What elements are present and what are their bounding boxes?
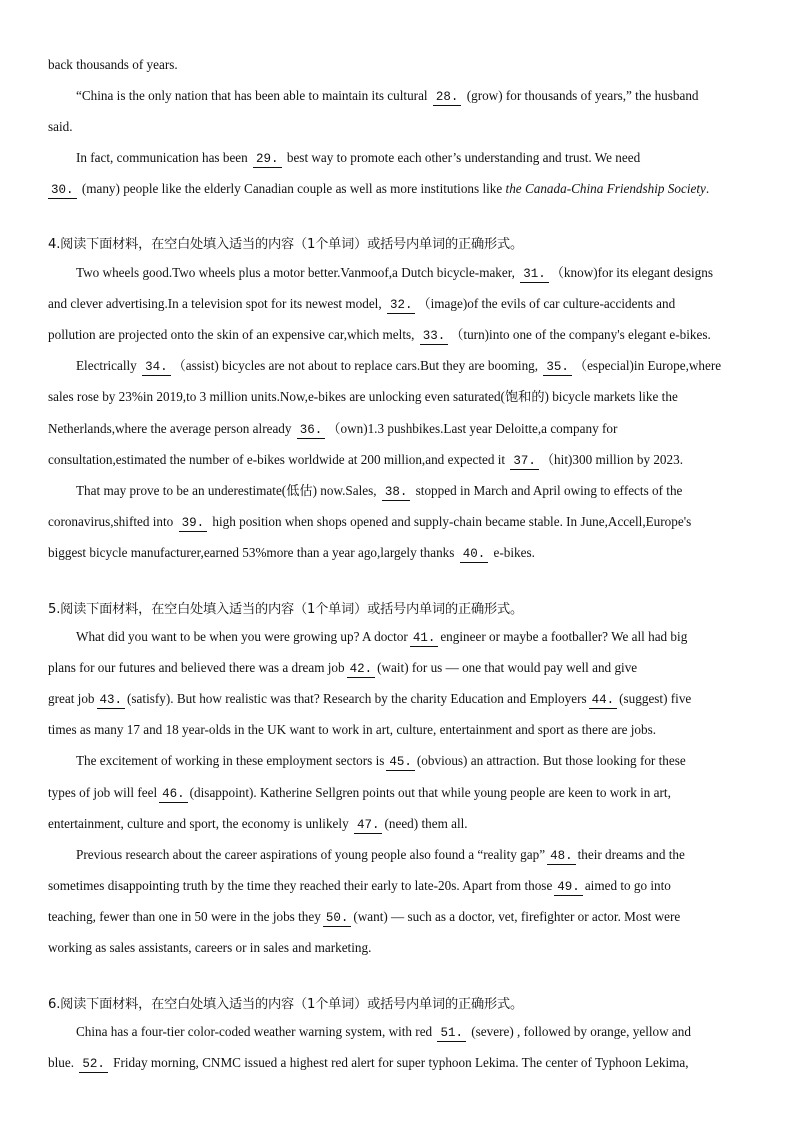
text-line: Previous research about the career aspirations of young people also found a “reality gap” 48. their dreams and the (76, 847, 685, 863)
blank-41[interactable]: 41. (410, 630, 439, 647)
text-line: pollution are projected onto the skin of an expensive car,which melts, 33. （turn)into one of the company's elegant e-bikes. (48, 327, 711, 343)
blank-47[interactable]: 47. (354, 817, 383, 834)
text-line: The excitement of working in these employment sectors is 45. (obvious) an attraction. But those looking for these (76, 753, 686, 769)
text-line: great job 43. (satisfy). But how realistic was that? Research by the charity Education and Employers 44. (suggest) five (48, 691, 692, 707)
text-line: said. (48, 119, 73, 134)
blank-34[interactable]: 34. (142, 359, 171, 376)
blank-51[interactable]: 51. (437, 1025, 466, 1042)
blank-33[interactable]: 33. (420, 328, 449, 345)
blank-37[interactable]: 37. (510, 453, 539, 470)
section-heading: 5.阅读下面材料，在空白处填入适当的内容（1个单词）或括号内单词的正确形式。 (48, 602, 523, 617)
blank-29[interactable]: 29. (253, 151, 282, 168)
text-line: That may prove to be an underestimate(低估) now.Sales, 38. stopped in March and April owing to effects of the (76, 483, 683, 499)
text-line: “China is the only nation that has been able to maintain its cultural 28. (grow) for thousands of years,” the husband (76, 88, 699, 104)
text-line: working as sales assistants, careers or in sales and marketing. (48, 940, 372, 955)
text-line: types of job will feel 46. (disappoint). Katherine Sellgren points out that while young people are keen to work in art, (48, 785, 671, 801)
text-line: blue. 52. Friday morning, CNMC issued a highest red alert for super typhoon Lekima. The center of Typhoon Lekima, (48, 1055, 689, 1071)
blank-40[interactable]: 40. (460, 546, 489, 563)
blank-39[interactable]: 39. (179, 515, 208, 532)
blank-43[interactable]: 43. (97, 692, 126, 709)
blank-36[interactable]: 36. (297, 422, 326, 439)
text-line: times as many 17 and 18 year-olds in the UK want to work in art, culture, entertainment and sport as there are jobs. (48, 722, 657, 737)
blank-35[interactable]: 35. (543, 359, 572, 376)
text-line: coronavirus,shifted into 39. high position when shops opened and supply-chain became stable. In June,Accell,Europe's (48, 514, 692, 530)
text-line: back thousands of years. (48, 57, 178, 72)
blank-49[interactable]: 49. (554, 879, 583, 896)
blank-48[interactable]: 48. (547, 848, 576, 865)
text-line: Two wheels good.Two wheels plus a motor better.Vanmoof,a Dutch bicycle-maker, 31. （know)for its elegant designs (76, 265, 713, 281)
blank-44[interactable]: 44. (589, 692, 618, 709)
text-line: consultation,estimated the number of e-bikes worldwide at 200 million,and expected it 37. （hit)300 million by 2023. (48, 452, 684, 468)
text-line: entertainment, culture and sport, the economy is unlikely 47. (need) them all. (48, 816, 468, 832)
text-line: and clever advertising.In a television spot for its newest model, 32. （image)of the evils of car culture-accidents and (48, 296, 676, 312)
text-line: biggest bicycle manufacturer,earned 53%more than a year ago,largely thanks 40. e-bikes. (48, 545, 535, 561)
section-heading: 6.阅读下面材料，在空白处填入适当的内容（1个单词）或括号内单词的正确形式。 (48, 997, 523, 1012)
text-line: sales rose by 23%in 2019,to 3 million units.Now,e-bikes are unlocking even saturated(饱和的) bicycle markets like the (48, 389, 678, 404)
blank-42[interactable]: 42. (347, 661, 376, 678)
section-heading: 4.阅读下面材料，在空白处填入适当的内容（1个单词）或括号内单词的正确形式。 (48, 237, 523, 252)
blank-52[interactable]: 52. (79, 1056, 108, 1073)
blank-38[interactable]: 38. (382, 484, 411, 501)
blank-45[interactable]: 45. (386, 754, 415, 771)
text-line: teaching, fewer than one in 50 were in the jobs they 50. (want) — such as a doctor, vet, firefighter or actor. Most were (48, 909, 681, 925)
text-line: What did you want to be when you were growing up? A doctor 41. engineer or maybe a footballer? We all had big (76, 629, 688, 645)
text-line: Netherlands,where the average person already 36. （own)1.3 pushbikes.Last year Deloitte,a company for (48, 421, 618, 437)
text-line: China has a four-tier color-coded weather warning system, with red 51. (severe) , followed by orange, yellow and (76, 1024, 691, 1040)
text-line: In fact, communication has been 29. best way to promote each other’s understanding and trust. We need (76, 150, 641, 166)
blank-50[interactable]: 50. (323, 910, 352, 927)
text-line: plans for our futures and believed there was a dream job 42. (wait) for us — one that would pay well and give (48, 660, 638, 676)
text-line: Electrically 34. （assist) bicycles are not about to replace cars.But they are booming, 35. （especial)in Europe,where (76, 358, 722, 374)
text-line: sometimes disappointing truth by the time they reached their early to late-20s. Apart from those 49. aimed to go into (48, 878, 671, 894)
blank-31[interactable]: 31. (520, 266, 549, 283)
blank-28[interactable]: 28. (433, 89, 462, 106)
blank-32[interactable]: 32. (387, 297, 416, 314)
blank-30[interactable]: 30. (48, 182, 77, 199)
text-line: 30. (many) people like the elderly Canadian couple as well as more institutions like the Canada-China Friendship Society. (48, 181, 709, 199)
blank-46[interactable]: 46. (159, 786, 188, 803)
